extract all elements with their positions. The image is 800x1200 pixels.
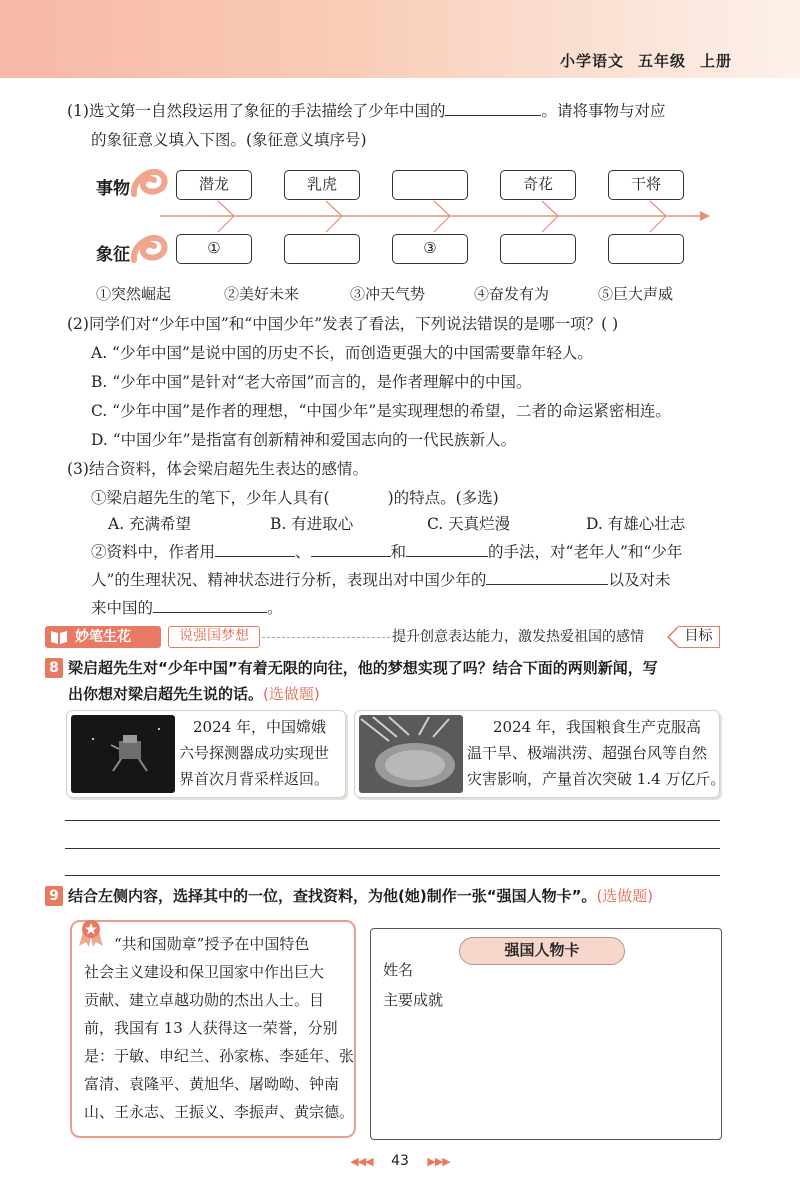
section-banner: 妙笔生花 — [45, 626, 161, 648]
q3-blank-1[interactable] — [215, 541, 295, 557]
symbol-box-1[interactable]: ① — [176, 234, 252, 264]
option-5: ⑤巨大声威 — [598, 285, 674, 303]
answer-line-1[interactable] — [65, 820, 720, 821]
goal-text: 提升创意表达能力，激发热爱祖国的感情 — [392, 629, 644, 645]
q2-option-d: D. “中国少年”是指富有创新精神和爱国志向的一代民族新人。 — [91, 431, 517, 449]
card-line-1: “共和国勋章”授予在中国特色 — [114, 935, 310, 953]
q3-sub2-line1: ②资料中，作者用 、 和 的手法，对“老年人”和“少年 — [91, 543, 683, 561]
divider — [262, 637, 390, 638]
q3-choice-a: A. 充满希望 — [108, 515, 192, 533]
card-line-6: 富清、袁隆平、黄旭华、屠呦呦、钟南 — [84, 1075, 340, 1093]
news1-line1: 2024 年，中国嫦娥 — [193, 718, 326, 736]
q2-option-b: B. “少年中国”是针对“老大帝国”而言的，是作者理解中的中国。 — [91, 373, 532, 391]
q3-choice-c: C. 天真烂漫 — [427, 515, 511, 533]
prev-arrows-icon: ◀◀◀ — [350, 1155, 373, 1168]
q3-blank-3[interactable] — [406, 541, 488, 557]
lunar-probe-photo — [71, 715, 175, 793]
goal-label: 目标 — [678, 626, 720, 648]
symbol-box-3[interactable]: ③ — [392, 234, 468, 264]
section-topic: 说强国梦想 — [168, 626, 260, 648]
answer-line-2[interactable] — [65, 848, 720, 849]
q9-line1: 结合左侧内容，选择其中的一位，查找资料，为他(她)制作一张“强国人物卡”。(选做题) — [68, 887, 654, 905]
q3-choice-d: D. 有雄心壮志 — [586, 515, 686, 533]
field-name-label: 姓名 — [383, 961, 414, 979]
q1-line2: 的象征意义填入下图。(象征意义填序号) — [91, 131, 367, 149]
q3-blank-4[interactable] — [486, 569, 608, 585]
q1-line1: (1)选文第一自然段运用了象征的手法描绘了少年中国的 。请将事物与对应 — [67, 102, 666, 120]
q3-sub2-line3: 来中国的 。 — [91, 599, 283, 617]
label-symbol: 象征 — [96, 245, 130, 265]
subject: 小学语文 — [559, 52, 624, 70]
medal-icon — [78, 918, 104, 948]
symbol-box-2[interactable] — [284, 234, 360, 264]
q3-choice-b: B. 有进取心 — [270, 515, 354, 533]
hero-card-title: 强国人物卡 — [459, 937, 625, 965]
question-number-8: 8 — [45, 658, 63, 678]
symbol-box-4[interactable] — [500, 234, 576, 264]
q3-sub2-line2: 人”的生理状况、精神状态进行分析，表现出对中国少年的 以及对未 — [91, 571, 671, 589]
card-line-7: 山、王永志、王振义、李振声、黄宗德。 — [84, 1103, 355, 1121]
hero-card — [370, 928, 722, 1140]
option-1: ①突然崛起 — [96, 285, 172, 303]
q3-blank-2[interactable] — [311, 541, 391, 557]
card-line-3: 贡献、建立卓越功勋的杰出人士。目 — [84, 991, 325, 1009]
book-title — [546, 50, 732, 71]
thing-box-2[interactable]: 乳虎 — [284, 170, 360, 200]
label-things: 事物 — [96, 179, 130, 199]
thing-box-3[interactable] — [392, 170, 468, 200]
option-3: ③冲天气势 — [350, 285, 426, 303]
card-line-5: 是：于敏、申纪兰、孙家栋、李延年、张 — [84, 1047, 355, 1065]
q2-option-c: C. “少年中国”是作者的理想，“中国少年”是实现理想的希望，二者的命运紧密相连。 — [91, 402, 671, 420]
field-achievement-label: 主要成就 — [383, 991, 444, 1009]
news1-line2: 六号探测器成功实现世 — [179, 744, 330, 762]
news2-line2: 温干旱、极端洪涝、超强台风等自然 — [467, 744, 708, 762]
grain-harvest-photo — [359, 715, 463, 793]
book-icon — [49, 628, 69, 646]
news2-line3: 灾害影响，产量首次突破 1.4 万亿斤。 — [467, 770, 726, 788]
thing-box-4[interactable]: 奇花 — [500, 170, 576, 200]
option-4: ④奋发有为 — [474, 285, 550, 303]
option-2: ②美好未来 — [224, 285, 300, 303]
next-arrows-icon: ▶▶▶ — [427, 1155, 450, 1168]
news-card-2 — [354, 710, 726, 798]
page-footer — [0, 1153, 800, 1169]
news1-line3: 界首次月背采样返回。 — [179, 770, 330, 788]
q8-line1: 梁启超先生对“少年中国”有着无限的向往，他的梦想实现了吗？结合下面的两则新闻，写 — [68, 659, 658, 677]
news2-line1: 2024 年，我国粮食生产克服高 — [493, 718, 701, 736]
card-line-2: 社会主义建设和保卫国家中作出巨大 — [84, 963, 325, 981]
q3-blank-5[interactable] — [153, 597, 267, 613]
q8-line2: 出你想对梁启超先生说的话。(选做题) — [68, 685, 320, 703]
card-line-4: 前，我国有 13 人获得这一荣誉，分别 — [84, 1019, 338, 1037]
q2-stem: (2)同学们对“少年中国”和“中国少年”发表了看法，下列说法错误的是哪一项？( ) — [67, 315, 619, 333]
page-number: 43 — [391, 1153, 409, 1169]
q2-option-a: A. “少年中国”是说中国的历史不长，而创造更强大的中国需要靠年轻人。 — [91, 344, 593, 362]
q1-blank[interactable] — [445, 100, 541, 116]
answer-line-3[interactable] — [65, 875, 720, 876]
q3-stem: (3)结合资料，体会梁启超先生表达的感情。 — [67, 460, 368, 478]
news-card-1 — [66, 710, 346, 798]
thing-box-1[interactable]: 潜龙 — [176, 170, 252, 200]
symbol-box-5[interactable] — [608, 234, 684, 264]
question-number-9: 9 — [45, 886, 63, 906]
thing-box-5[interactable]: 干将 — [608, 170, 684, 200]
volume: 上册 — [699, 52, 732, 70]
grade: 五年级 — [637, 52, 686, 70]
q3-sub1: ①梁启超先生的笔下，少年人具有( )的特点。(多选) — [91, 489, 499, 507]
